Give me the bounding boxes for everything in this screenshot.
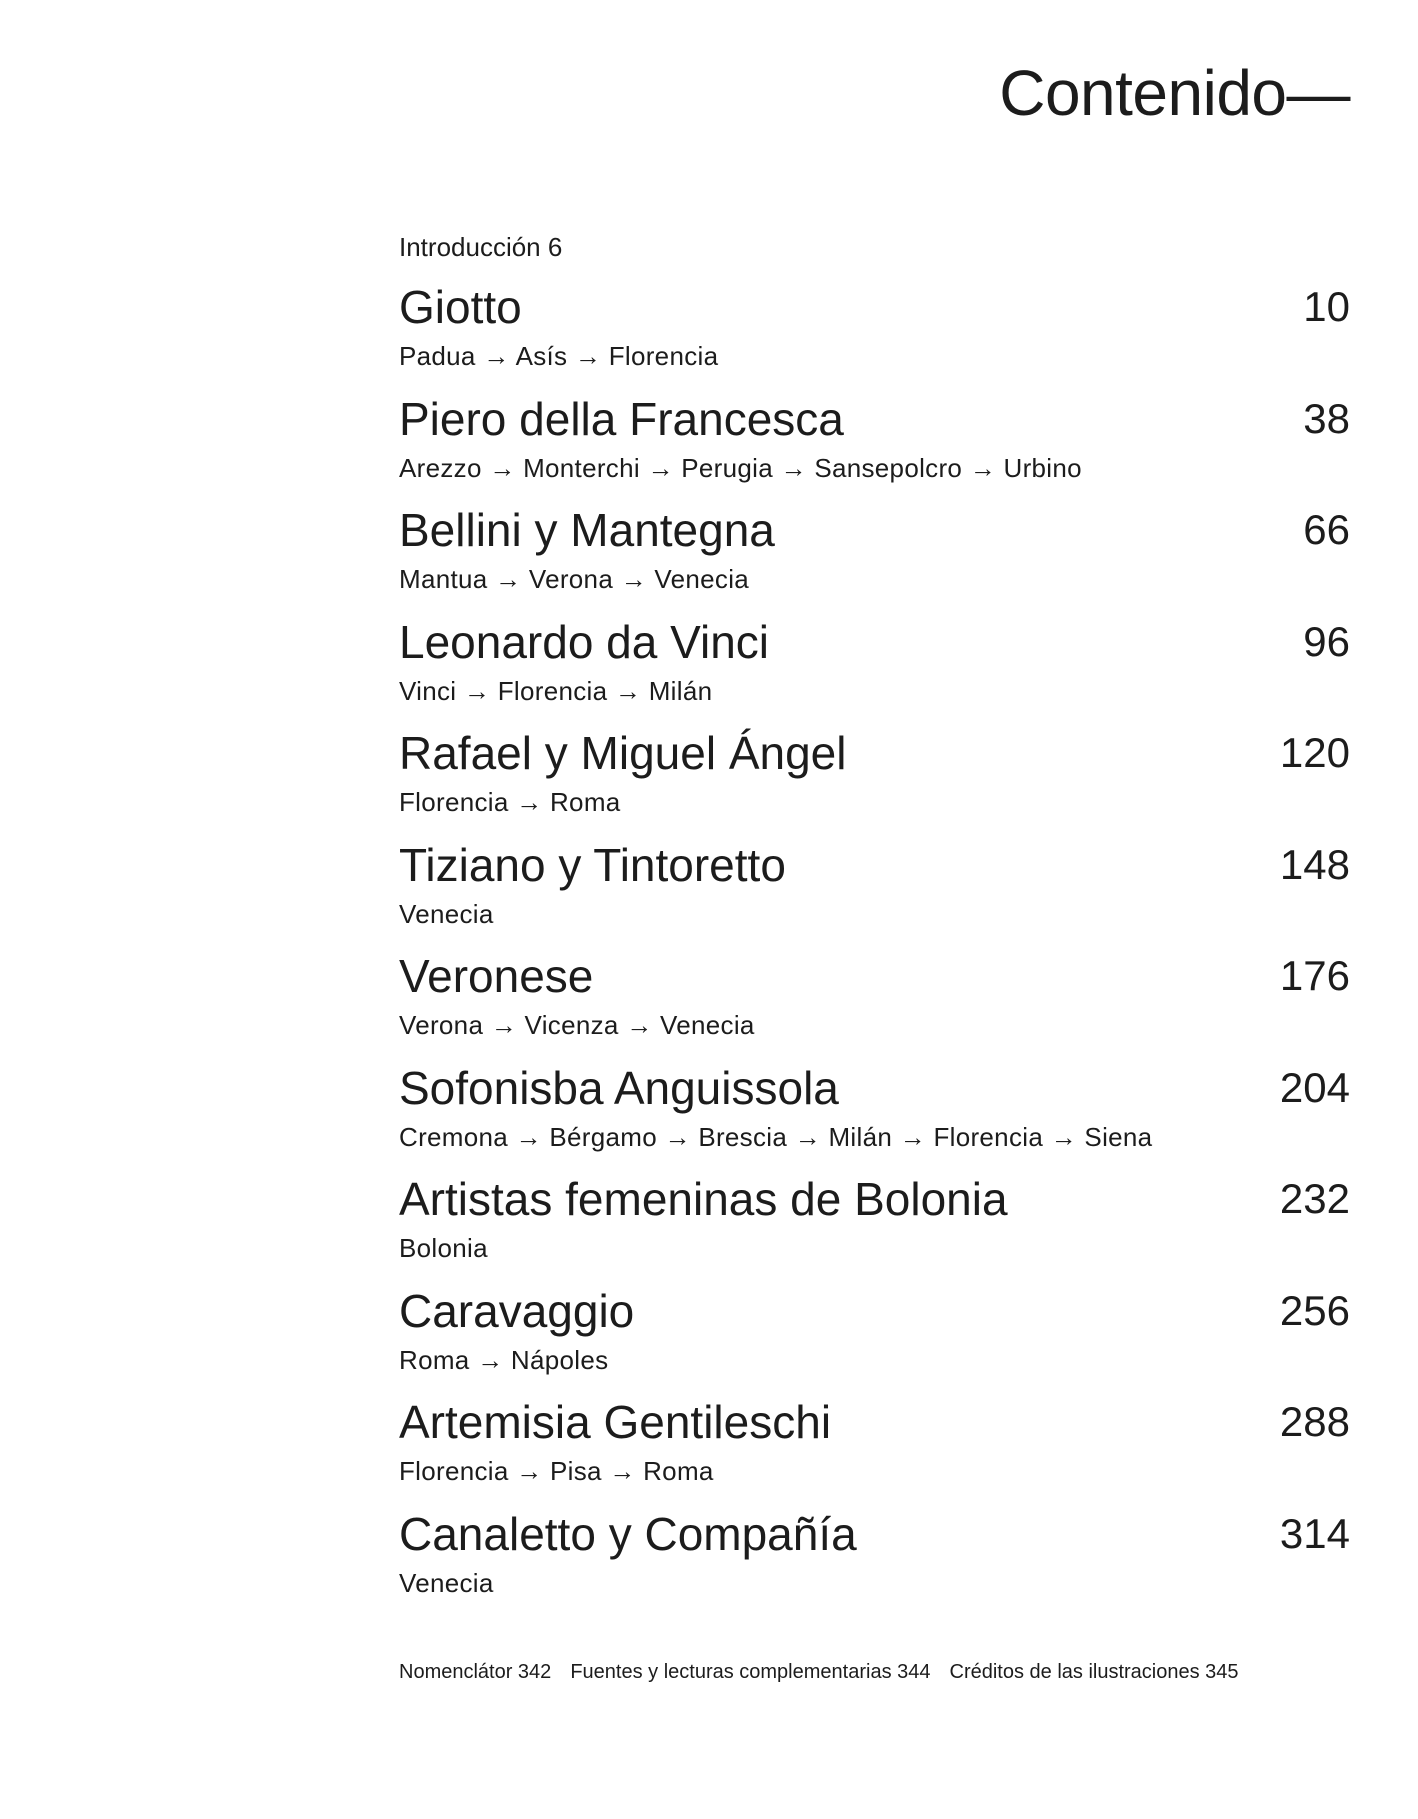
chapter-title: Rafael y Miguel Ángel <box>399 727 847 779</box>
chapter-page: 314 <box>1279 1509 1350 1557</box>
toc-entry <box>399 613 1350 725</box>
chapter-page: 176 <box>1279 952 1350 999</box>
toc-footer <box>399 1660 1258 1684</box>
toc-entry <box>399 1505 1350 1617</box>
chapter-title: Giotto <box>399 281 522 333</box>
chapter-page: 232 <box>1279 1175 1350 1222</box>
chapter-page: 256 <box>1279 1286 1350 1334</box>
chapter-route: Vinci → Florencia → Milán <box>399 675 713 706</box>
toc-entry <box>399 1282 1350 1394</box>
chapter-page: 96 <box>1303 617 1350 665</box>
footer-item-sources: Fuentes y lecturas complementarias 344 <box>570 1661 931 1683</box>
toc-intro: Introducción 6 <box>399 232 563 262</box>
chapter-route: Florencia → Pisa → Roma <box>399 1456 714 1486</box>
chapter-page: 120 <box>1279 729 1350 776</box>
chapter-route: Venecia <box>399 898 494 929</box>
chapter-route: Bolonia <box>399 1233 488 1263</box>
chapter-page: 10 <box>1303 283 1350 330</box>
toc-entry <box>399 947 1350 1059</box>
toc-entry <box>399 724 1350 836</box>
chapter-title: Canaletto y Compañía <box>399 1507 857 1560</box>
chapter-page: 288 <box>1279 1398 1350 1445</box>
chapter-route: Florencia → Roma <box>399 787 621 817</box>
toc-entry <box>399 1393 1350 1505</box>
toc-entry <box>399 1059 1350 1171</box>
toc-entry <box>399 278 1350 390</box>
chapter-page: 66 <box>1303 506 1350 553</box>
chapter-title: Leonardo da Vinci <box>399 615 769 668</box>
chapter-page: 38 <box>1303 394 1350 442</box>
chapter-title: Artemisia Gentileschi <box>399 1396 832 1448</box>
chapter-route: Padua → Asís → Florencia <box>399 341 719 371</box>
toc-entry <box>399 836 1350 948</box>
chapter-title: Tiziano y Tintoretto <box>399 838 786 891</box>
chapter-title: Caravaggio <box>399 1284 635 1337</box>
toc-list <box>399 278 1350 1616</box>
toc-entry <box>399 1170 1350 1282</box>
chapter-title: Piero della Francesca <box>399 392 844 445</box>
chapter-page: 204 <box>1279 1063 1350 1111</box>
chapter-route: Cremona → Bérgamo → Brescia → Milán → Florencia → Siena <box>399 1121 1153 1152</box>
chapter-route: Venecia <box>399 1567 494 1598</box>
chapter-route: Roma → Nápoles <box>399 1344 609 1375</box>
chapter-route: Mantua → Verona → Venecia <box>399 564 750 594</box>
chapter-route: Verona → Vicenza → Venecia <box>399 1010 755 1040</box>
chapter-route: Arezzo → Monterchi → Perugia → Sansepolcro → Urbino <box>399 452 1082 483</box>
page-title: Contenido— <box>999 57 1350 129</box>
chapter-title: Artistas femeninas de Bolonia <box>399 1173 1008 1225</box>
chapter-page: 148 <box>1279 840 1350 888</box>
chapter-title: Bellini y Mantegna <box>399 504 775 556</box>
chapter-title: Sofonisba Anguissola <box>399 1061 839 1114</box>
footer-item-credits: Créditos de las ilustraciones 345 <box>949 1661 1239 1683</box>
chapter-title: Veronese <box>399 950 594 1002</box>
footer-item-index: Nomenclátor 342 <box>399 1661 552 1683</box>
toc-entry <box>399 390 1350 502</box>
toc-entry <box>399 501 1350 613</box>
